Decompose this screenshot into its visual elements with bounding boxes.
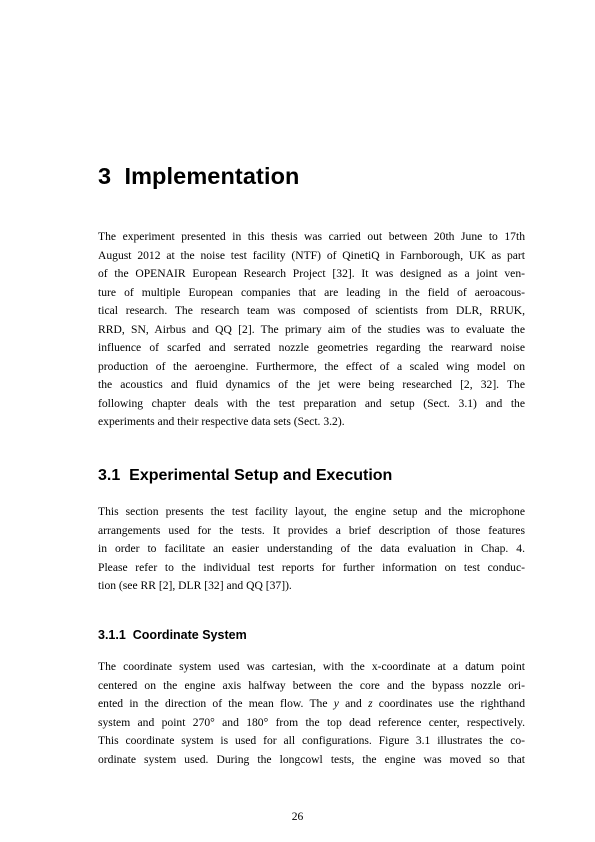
text-line: The coordinate system used was cartesian, with the x-coordinate at a datum point — [98, 660, 525, 673]
text-line: arrangements used for the tests. It provides a brief description of those features — [98, 523, 525, 537]
chapter-number: 3 — [98, 163, 112, 189]
section-paragraph — [98, 503, 525, 596]
text-line: RRD, SN, Airbus and QQ [2]. The primary aim of the studies was to evaluate the — [98, 322, 525, 336]
section-number: 3.1 — [98, 467, 121, 484]
text-line: production of the aeroengine. Furthermore, the effect of a scaled wing model on — [98, 359, 525, 373]
text-line: ordinate system used. During the longcowl tests, the engine was moved so that — [98, 752, 525, 766]
subsection-title: Coordinate System — [132, 628, 247, 642]
text-line: following chapter deals with the test preparation and setup (Sect. 3.1) and the — [98, 396, 525, 410]
text-line: system and point 270° and 180° from the top dead reference center, respectively. — [98, 715, 525, 729]
page-number: 26 — [291, 810, 304, 823]
subsection-heading — [98, 628, 247, 642]
section-heading — [98, 467, 392, 485]
text-line: This section presents the test facility layout, the engine setup and the microphone — [98, 505, 525, 518]
chapter-title: Implementation — [124, 163, 300, 189]
text-line: August 2012 at the noise test facility (NTF) of QinetiQ in Farnborough, UK as part — [98, 248, 525, 262]
text-line: influence of scarfed and serrated nozzle geometries regarding the rearward noise — [98, 341, 525, 354]
text-line: ture of multiple European companies that are leading in the field of aeroacous- — [98, 285, 525, 299]
text-line: ented in the direction of the mean flow. The y and z coordinates use the righthand — [98, 697, 525, 710]
text-line: The experiment presented in this thesis was carried out between 20th June to 17th — [98, 230, 525, 243]
text-line: the acoustics and fluid dynamics of the jet were being researched [2, 32]. The — [98, 378, 525, 391]
chapter-heading — [98, 163, 300, 190]
text-line: tical research. The research team was composed of scientists from DLR, RRUK, — [98, 304, 525, 317]
section-title: Experimental Setup and Execution — [129, 467, 393, 484]
text-line: Please refer to the individual test reports for further information on test conduc- — [98, 560, 525, 574]
intro-paragraph — [98, 228, 525, 432]
text-line: tion (see RR [2], DLR [32] and QQ [37]). — [98, 579, 292, 592]
subsection-paragraph — [98, 658, 525, 769]
text-line: centered on the engine axis halfway between the core and the bypass nozzle ori- — [98, 678, 525, 692]
subsection-number: 3.1.1 — [98, 628, 126, 642]
text-line: in order to facilitate an easier understanding of the data evaluation in Chap. 4. — [98, 542, 525, 555]
text-line: of the OPENAIR European Research Project [32]. It was designed as a joint ven- — [98, 267, 525, 280]
text-line: This coordinate system is used for all configurations. Figure 3.1 illustrates the co- — [98, 734, 525, 747]
text-line: experiments and their respective data sets (Sect. 3.2). — [98, 415, 345, 428]
